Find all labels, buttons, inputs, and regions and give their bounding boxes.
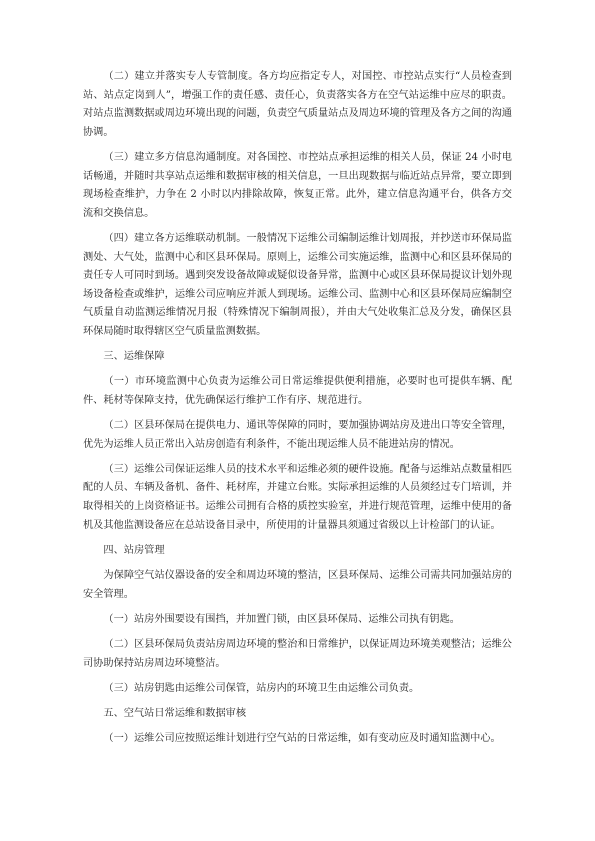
paragraph-4-3: （三）站房钥匙由运维公司保管，站房内的环境卫生由运维公司负责。	[103, 682, 420, 694]
paragraph-4-2: （二）区县环保局负责站房周边环境的整治和日常维护，以保证周边环境美观整洁；运维公司协助保持站房周边环境整洁。	[83, 638, 512, 669]
paragraph-3-2: （二）区县环保局在提供电力、通讯等保障的同时，要加强协调站房及进出口等安全管理，优先为运维人员正常出入站房创造有利条件，不能出现运维人员不能进站房的情况。	[83, 420, 512, 450]
paragraph-3-communication: （三）建立多方信息沟通制度。对各国控、市控站点承担运维的相关人员，保证 24 小时电话畅通，并随时共享站点运维和数据审核的相关信息，一旦出现数据与临近站点异常，要立即到现场检查维护，力争在 2 小时以内排除故障，恢复正常。此外，建立信息沟通平台，供各方交流和交换信息。	[83, 151, 512, 219]
paragraph-4-linkage: （四）建立各方运维联动机制。一般情况下运维公司编制运维计划周报，并抄送市环保局监测处、大气处，监测中心和区县环保局。原则上，运维公司实施运维，监测中心和区县环保局的责任专人可同时到场。遇到突发设备故障或疑似设备异常，监测中心或区县环保局提议计划外现场设备检查或维护，运维公司应响应并派人到现场。运维公司、监测中心和区县环保局应编制空气质量自动监测运维情况月报（特殊情况下编制周报），并由大气处收集汇总及分发，确保区县环保局随时取得辖区空气质量监测数据。	[83, 232, 512, 337]
paragraph-2-responsibility: （二）建立并落实专人专管制度。各方均应指定专人，对国控、市控站点实行“人员检查到站、站点定岗到人”，增强工作的责任感、责任心，负责落实各方在空气站运维中应尽的职责。对站点监测数据或周边环境出现的问题，负责空气质量站点及周边环境的管理及各方之间的沟通协调。	[83, 71, 512, 138]
paragraph-3-1: （一）市环境监测中心负责为运维公司日常运维提供便利措施，必要时也可提供车辆、配件、耗材等保障支持，优先确保运行维护工作有序、规范进行。	[83, 376, 512, 406]
paragraph-4-1: （一）站房外围要设有围挡，并加置门锁，由区县环保局、运维公司执有钥匙。	[103, 613, 460, 625]
section-heading-5: 五、空气站日常运维和数据审核	[103, 707, 247, 719]
section-heading-4: 四、站房管理	[103, 544, 165, 556]
document-page	[83, 68, 512, 755]
paragraph-3-3: （三）运维公司保证运维人员的技术水平和运维必须的硬件设施。配备与运维站点数量相匹配的人员、车辆及备机、备件、耗材库，并建立台账。实际承担运维的人员须经过专门培训，并取得相关的上岗资格证书。运维公司拥有合格的质控实验室，并进行规范管理，运维中使用的备机及其他监测设备应在总站设备目录中，所使用的计量器具须通过省级以上计检部门的认证。	[83, 463, 512, 531]
paragraph-4-intro: 为保障空气站仪器设备的安全和周边环境的整洁，区县环保局、运维公司需共同加强站房的安全管理。	[83, 570, 512, 600]
paragraph-5-1: （一）运维公司应按照运维计划进行空气站的日常运维，如有变动应及时通知监测中心。	[103, 733, 501, 745]
section-heading-3: 三、运维保障	[103, 351, 165, 363]
